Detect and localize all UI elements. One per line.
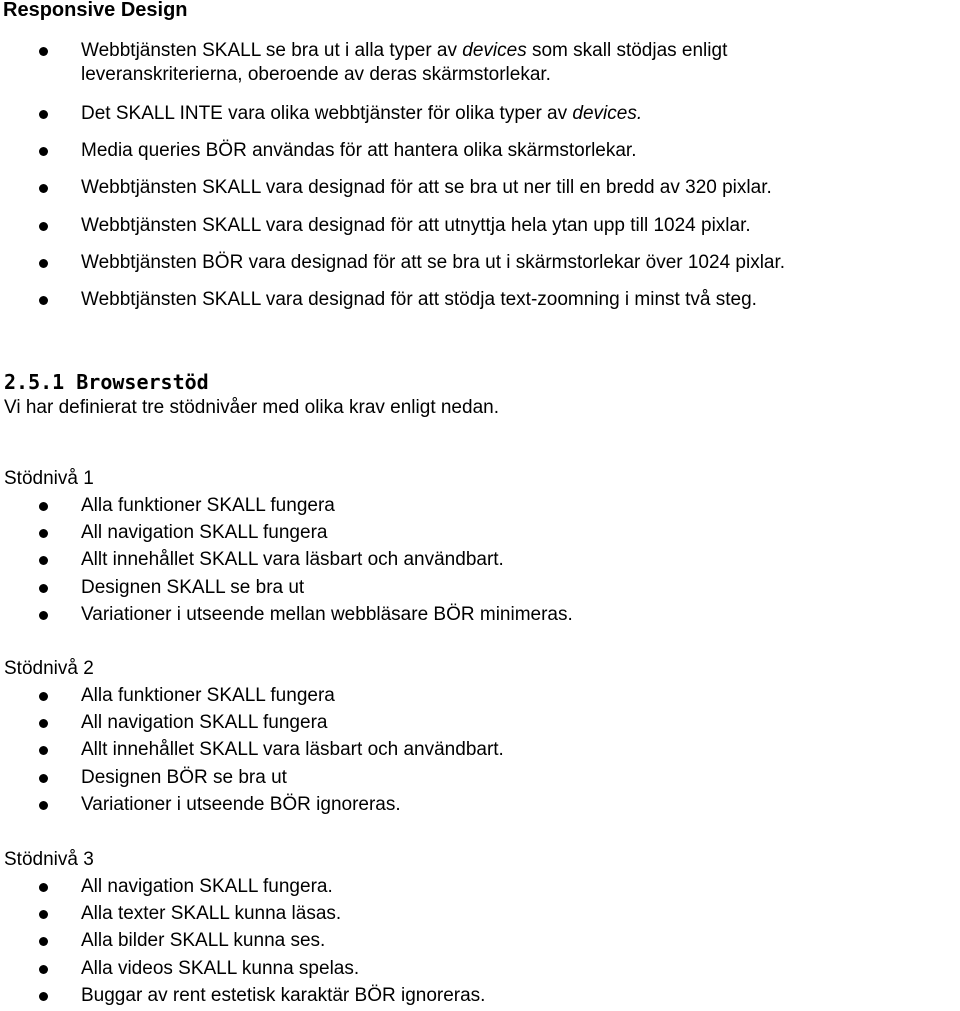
level-3-list: [0, 875, 960, 1011]
bullet-icon: [39, 937, 48, 946]
list-item: Webbtjänsten SKALL se bra ut i alla typer av devices som skall stödjas enligt: [0, 39, 960, 63]
bullet-icon: [39, 719, 48, 728]
list-item: Webbtjänsten SKALL vara designad för att stödja text-zoomning i minst två steg.: [0, 288, 960, 325]
bullet-icon: [39, 584, 48, 593]
level-2-list: [0, 684, 960, 820]
list-item: Variationer i utseende BÖR ignoreras.: [0, 793, 960, 820]
list-item: Allt innehållet SKALL vara läsbart och användbart.: [0, 548, 960, 575]
list-item: Webbtjänsten BÖR vara designad för att se bra ut i skärmstorlekar över 1024 pixlar.: [0, 251, 960, 288]
list-item: All navigation SKALL fungera.: [0, 875, 960, 902]
list-item: Alla funktioner SKALL fungera: [0, 494, 960, 521]
list-item: Designen SKALL se bra ut: [0, 576, 960, 603]
bullet-icon: [39, 184, 48, 193]
bullet-icon: [39, 611, 48, 620]
bullet-icon: [39, 296, 48, 305]
list-item: Alla funktioner SKALL fungera: [0, 684, 960, 711]
list-item: Alla texter SKALL kunna läsas.: [0, 902, 960, 929]
level-1-title: Stödnivå 1: [4, 468, 94, 489]
bullet-icon: [39, 502, 48, 511]
list-item: Allt innehållet SKALL vara läsbart och användbart.: [0, 738, 960, 765]
bullet-icon: [39, 692, 48, 701]
list-item: Designen BÖR se bra ut: [0, 766, 960, 793]
responsive-heading: Responsive Design: [3, 0, 188, 21]
list-item: All navigation SKALL fungera: [0, 711, 960, 738]
list-item-continuation: leveranskriterierna, oberoende av deras skärmstorlekar.: [81, 64, 551, 85]
bullet-icon: [39, 883, 48, 892]
level-2-title: Stödnivå 2: [4, 658, 94, 679]
level-3-title: Stödnivå 3: [4, 849, 94, 870]
browser-support-heading: 2.5.1 Browserstöd: [4, 370, 209, 394]
bullet-icon: [39, 992, 48, 1001]
bullet-icon: [39, 259, 48, 268]
bullet-icon: [39, 529, 48, 538]
bullet-icon: [39, 910, 48, 919]
bullet-icon: [39, 746, 48, 755]
bullet-icon: [39, 774, 48, 783]
bullet-icon: [39, 222, 48, 231]
bullet-icon: [39, 47, 48, 56]
list-item: Alla bilder SKALL kunna ses.: [0, 929, 960, 956]
bullet-icon: [39, 556, 48, 565]
bullet-icon: [39, 147, 48, 156]
list-item: Variationer i utseende mellan webbläsare BÖR minimeras.: [0, 603, 960, 630]
level-1-list: [0, 494, 960, 630]
bullet-icon: [39, 801, 48, 810]
list-item: Buggar av rent estetisk karaktär BÖR ignoreras.: [0, 984, 960, 1011]
bullet-icon: [39, 965, 48, 974]
list-item: Webbtjänsten SKALL vara designad för att utnyttja hela ytan upp till 1024 pixlar.: [0, 214, 960, 251]
bullet-icon: [39, 110, 48, 119]
responsive-list: [0, 39, 960, 325]
list-item: Media queries BÖR användas för att hantera olika skärmstorlekar.: [0, 139, 960, 176]
list-item: All navigation SKALL fungera: [0, 521, 960, 548]
list-item: Det SKALL INTE vara olika webbtjänster för olika typer av devices.: [0, 102, 960, 139]
browser-support-intro: Vi har definierat tre stödnivåer med olika krav enligt nedan.: [4, 397, 499, 418]
list-item: Alla videos SKALL kunna spelas.: [0, 957, 960, 984]
list-item: Webbtjänsten SKALL vara designad för att se bra ut ner till en bredd av 320 pixlar.: [0, 176, 960, 213]
